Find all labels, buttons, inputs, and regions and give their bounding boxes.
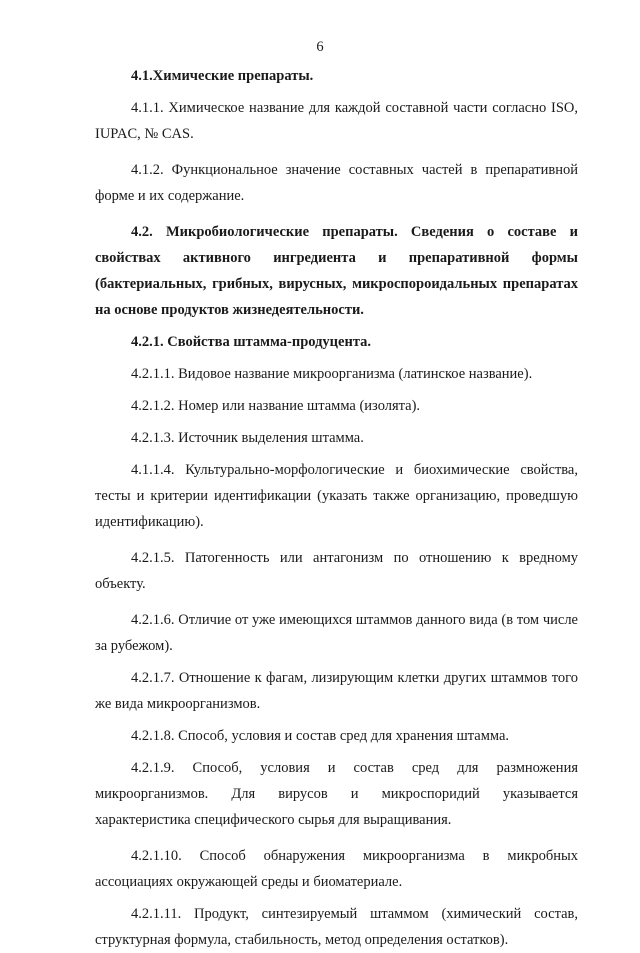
paragraph-4-2-1-11: 4.2.1.11. Продукт, синтезируемый штаммом (химический состав, структурная формула, стабильность, метод определения остатков).: [95, 906, 578, 948]
paragraph-4-2-1-2: 4.2.1.2. Номер или название штамма (изолята).: [131, 398, 421, 414]
paragraph-4-2-1-8: 4.2.1.8. Способ, условия и состав сред для хранения штамма.: [131, 728, 510, 744]
paragraph-4-1-2: 4.1.2. Функциональное значение составных частей в препаративной форме и их содержание.: [95, 162, 578, 204]
paragraph-4-1-1: 4.1.1. Химическое название для каждой составной части согласно ISO, IUPAC, № CAS.: [95, 100, 578, 142]
subsection-heading-strain: 4.2.1. Свойства штамма-продуцента.: [131, 334, 372, 350]
paragraph-4-2-1-3: 4.2.1.3. Источник выделения штамма.: [131, 430, 364, 446]
paragraph-4-2-1-6: 4.2.1.6. Отличие от уже имеющихся штаммов данного вида (в том числе за рубежом).: [95, 612, 578, 654]
paragraph-4-2-1-1: 4.2.1.1. Видовое название микроорганизма (латинское название).: [131, 366, 533, 382]
section-heading-microbiological: 4.2. Микробиологические препараты. Сведения о составе и свойствах активного ингредиента и препаративной формы (бактериальных, грибных, вирусных, микроспороидальных препаратах на основе продуктов жизнедеятельности.: [95, 224, 578, 318]
paragraph-4-1-1-4: 4.1.1.4. Культурально-морфологические и биохимические свойства, тесты и критерии идентификации (указать также организацию, проведшую идентификацию).: [95, 462, 578, 530]
paragraph-4-2-1-9: 4.2.1.9. Способ, условия и состав сред для размножения микроорганизмов. Для вирусов и микроспоридий указывается характеристика специфического сырья для выращивания.: [95, 760, 578, 828]
paragraph-4-2-1-5: 4.2.1.5. Патогенность или антагонизм по отношению к вредному объекту.: [95, 550, 578, 592]
page-number: 6: [316, 39, 324, 55]
paragraph-4-2-1-7: 4.2.1.7. Отношение к фагам, лизирующим клетки других штаммов того же вида микроорганизмов.: [95, 670, 578, 712]
paragraph-4-2-1-10: 4.2.1.10. Способ обнаружения микроорганизма в микробных ассоциациях окружающей среды и биоматериале.: [95, 848, 578, 890]
section-heading-chemical: 4.1.Химические препараты.: [131, 68, 314, 84]
document-body: [95, 63, 578, 953]
